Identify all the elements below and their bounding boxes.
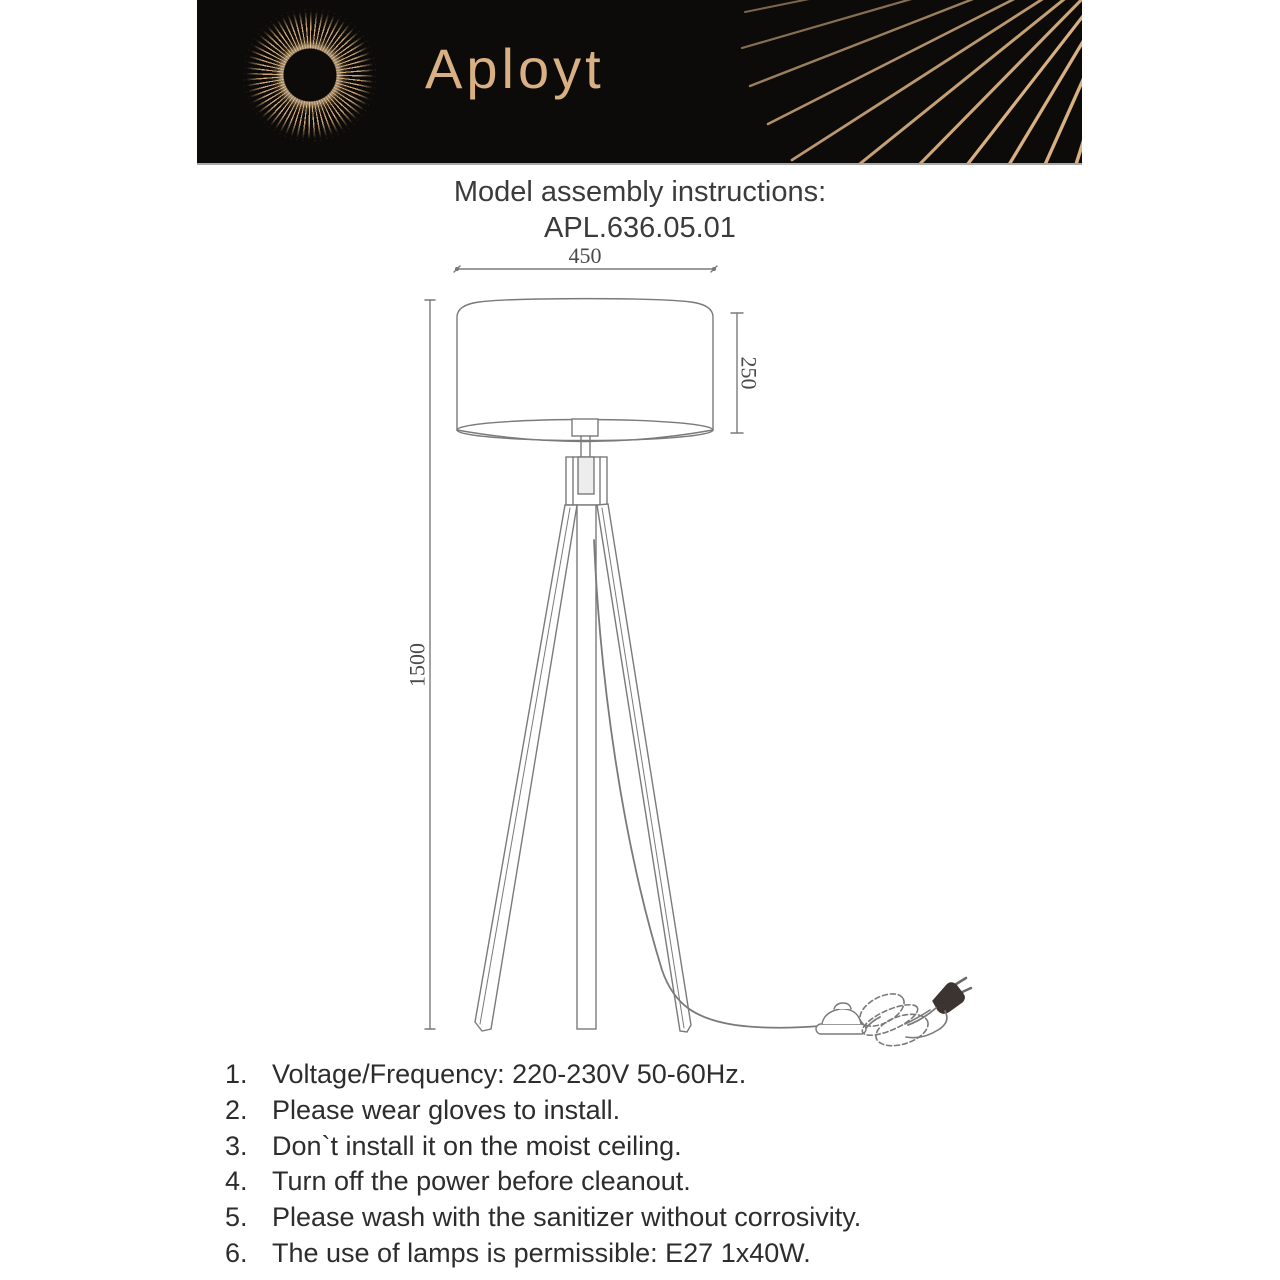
instruction-item-2: [225, 1095, 861, 1131]
tripod-hub: [566, 457, 607, 505]
instruction-text: Please wear gloves to install.: [272, 1094, 621, 1125]
instruction-item-4: [225, 1166, 861, 1202]
power-cable: [594, 540, 820, 1028]
instruction-number: 6.: [225, 1237, 248, 1268]
instruction-list: [225, 1059, 861, 1274]
instruction-text: Voltage/Frequency: 220-230V 50-60Hz.: [272, 1059, 747, 1089]
instruction-number: 3.: [225, 1130, 248, 1161]
title-block: [0, 174, 1280, 246]
lamp-socket: [572, 419, 598, 457]
instruction-item-1: [225, 1059, 861, 1095]
instruction-number: 2.: [225, 1094, 248, 1125]
instruction-text: Don`t install it on the moist ceiling.: [272, 1130, 682, 1161]
tripod-leg-left: [475, 505, 577, 1031]
instruction-item-5: [225, 1202, 861, 1238]
dimension-total-height: [405, 300, 436, 1029]
brand-name: Aployt: [425, 37, 605, 100]
instruction-number: 4.: [225, 1166, 248, 1197]
foot-switch: [816, 1003, 866, 1034]
instruction-number: 5.: [225, 1202, 248, 1233]
instruction-text: Turn off the power before cleanout.: [272, 1166, 691, 1197]
brand-banner: [197, 0, 1082, 165]
instruction-text: Please wash with the sanitizer without corrosivity.: [272, 1202, 862, 1233]
instruction-item-3: [225, 1131, 861, 1167]
sunburst-logo-icon: [244, 9, 376, 141]
tripod-leg-right: [597, 504, 691, 1032]
dimension-width: [454, 245, 717, 272]
dimension-shade-height: [731, 313, 762, 433]
lamp-technical-drawing: [380, 245, 1000, 1055]
model-number: APL.636.05.01: [544, 212, 736, 244]
dimension-shade-height-label: 250: [736, 356, 762, 390]
dimension-width-label: 450: [568, 245, 602, 268]
dimension-total-height-label: 1500: [404, 643, 430, 687]
power-plug: [906, 978, 971, 1038]
instruction-text: The use of lamps is permissible: E27 1x40W.: [272, 1237, 811, 1268]
instruction-number: 1.: [225, 1059, 248, 1089]
page-title: Model assembly instructions:: [453, 176, 827, 208]
instruction-item-6: [225, 1238, 861, 1274]
tripod-leg-center: [577, 505, 596, 1029]
